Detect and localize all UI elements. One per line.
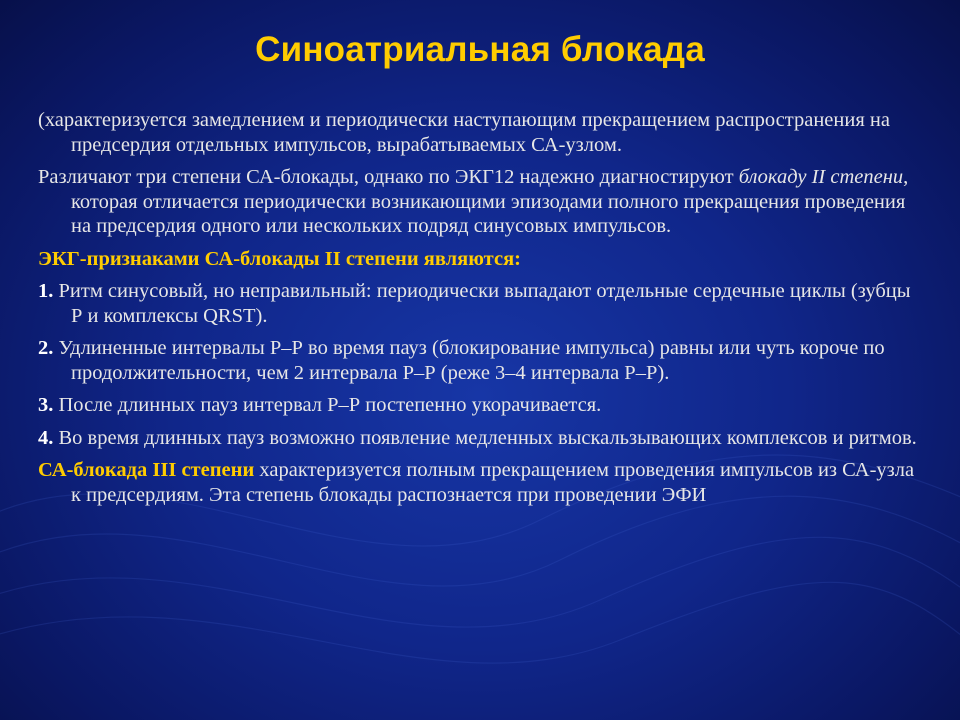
slide-body [38,108,923,515]
list-item [38,279,923,328]
item-number: 3. [38,394,54,416]
item-text: Удлиненные интервалы Р–Р во время пауз (блокирование импульса) равны или чуть короче по продолжительности, чем 2 интервала Р–Р (реже 3–4 интервала Р–Р). [53,337,885,384]
third-degree-label: СА-блокада III степени [38,459,255,481]
item-number: 1. [38,280,54,302]
intro-paragraph: (характеризуется замедлением и периодически наступающим прекращением распространения на предсердия отдельных импульсов, вырабатываемых СА-узлом. [38,109,890,156]
slide-title: Синоатриальная блокада [255,30,705,69]
list-item [38,393,923,418]
degrees-italic-term: блокаду II степени [738,166,904,188]
degrees-paragraph [38,165,923,239]
third-degree-paragraph [38,458,923,507]
third-degree-text: характеризуется полным прекращением проведения импульсов из СА-узла к предсердиям. Эта степень блокады распознается при проведении ЭФИ [71,459,915,506]
item-text: После длинных пауз интервал Р–Р постепенно укорачивается. [53,394,602,416]
degrees-text-end: , которая отличается периодически возникающими эпизодами полного прекращения проведения на предсердия одного или нескольких подряд синусовых импульсов. [71,166,909,237]
item-number: 4. [38,426,54,449]
item-text: Во время длинных пауз возможно появление медленных выскальзывающих комплексов и ритмов. [53,426,917,449]
list-item [38,426,923,451]
ecg-signs-heading: ЭКГ-признаками СА-блокады II степени являются: [38,247,521,270]
degrees-text-start: Различают три степени СА-блокады, однако по ЭКГ12 надежно диагностируют [38,166,739,188]
list-item [38,336,923,385]
item-text: Ритм синусовый, но неправильный: периодически выпадают отдельные сердечные циклы (зубцы Р и комплексы QRST). [53,280,911,327]
item-number: 2. [38,337,54,359]
